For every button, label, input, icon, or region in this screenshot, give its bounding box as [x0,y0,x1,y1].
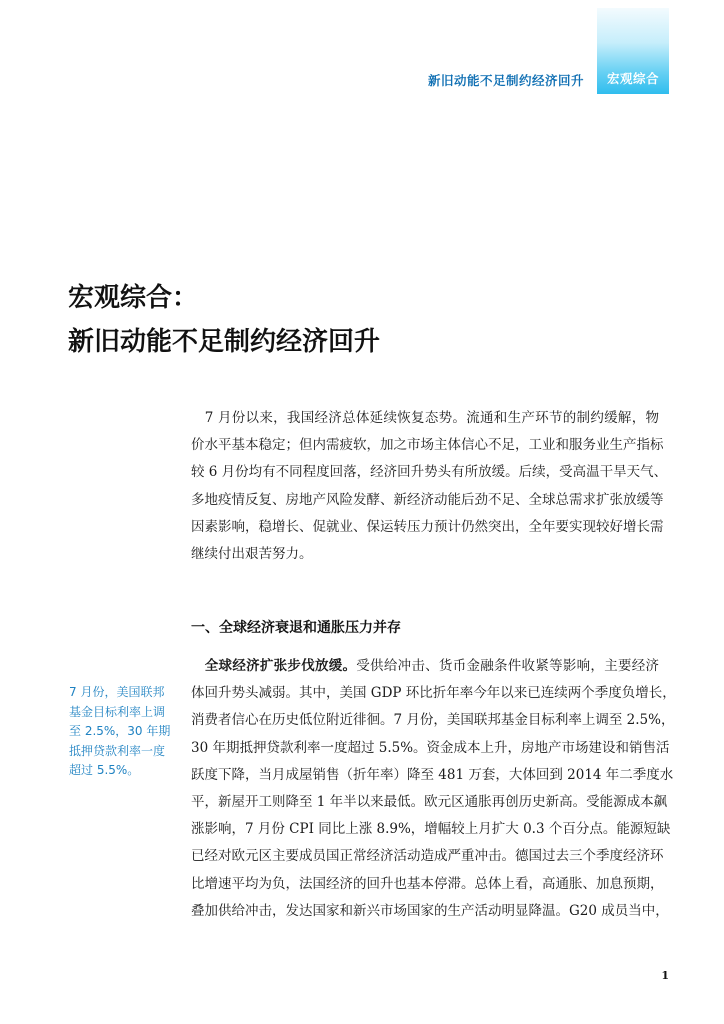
page-title-line-1: 宏观综合： [68,283,199,313]
body-line: 消费者信心在历史低位附近徘徊。7 月份，美国联邦基金目标利率上调至 2.5%， [191,712,675,729]
intro-line: 多地疫情反复、房地产风险发酵、新经济动能后劲不足、全球总需求扩张放缓等 [191,491,664,508]
body-line: 体回升势头减弱。其中，美国 GDP 环比折年率今年以来已连续两个季度负增长， [191,685,676,702]
body-line: 平，新屋开工则降至 1 年半以来最低。欧元区通胀再创历史新高。受能源成本飙 [191,794,668,811]
page-title [68,276,380,364]
intro-line: 价水平基本稳定；但内需疲软，加之市场主体信心不足，工业和服务业生产指标 [191,437,664,454]
body-line: 比增速平均为负，法国经济的回升也基本停滞。总体上看，高通胀、加息预期， [191,875,664,892]
intro-paragraph [191,405,668,568]
margin-note-line: 7 月份，美国联邦 [69,685,165,699]
page-number: 1 [661,969,669,982]
body-line-first [191,653,659,680]
section-body [191,653,676,925]
intro-line: 7 月份以来，我国经济总体延续恢复态势。流通和生产环节的制约缓解，物 [191,410,659,426]
intro-line: 因素影响，稳增长、促就业、保运转压力预计仍然突出，全年要实现较好增长需 [191,518,664,535]
body-line: 涨影响，7 月份 CPI 同比上涨 8.9%，增幅较上月扩大 0.3 个百分点。能源短缺 [191,821,671,838]
body-line: 已经对欧元区主要成员国正常经济活动造成严重冲击。德国过去三个季度经济环 [191,848,664,865]
margin-note [69,683,173,781]
running-header-title: 新旧动能不足制约经济回升 [427,73,584,88]
section-heading: 一、全球经济衰退和通胀压力并存 [191,620,401,636]
margin-note-line: 超过 5.5%。 [69,763,140,777]
body-line: 跃度下降，当月成屋销售（折年率）降至 481 万套，大体回到 2014 年二季度水 [191,766,674,783]
margin-note-line: 抵押贷款利率一度 [69,743,166,758]
body-line: 30 年期抵押贷款利率一度超过 5.5%。资金成本上升，房地产市场建设和销售活 [191,739,670,756]
body-line-first-rest: 受供给冲击、货币金融条件收紧等影响，主要经济 [356,658,660,674]
margin-note-line: 至 2.5%，30 年期 [69,724,171,738]
section-tab [597,8,669,94]
intro-line: 继续付出艰苦努力。 [191,546,313,563]
margin-note-line: 基金目标利率上调 [69,704,166,719]
bold-lead-phrase: 全球经济扩张步伐放缓。 [204,658,357,674]
intro-line: 较 6 月份均有不同程度回落，经济回升势头有所放缓。后续，受高温干旱天气、 [191,464,668,481]
section-tab-label: 宏观综合 [606,71,659,86]
page-title-line-2: 新旧动能不足制约经济回升 [68,327,381,357]
body-line: 叠加供给冲击，发达国家和新兴市场国家的生产活动明显降温。G20 成员当中， [191,902,669,919]
